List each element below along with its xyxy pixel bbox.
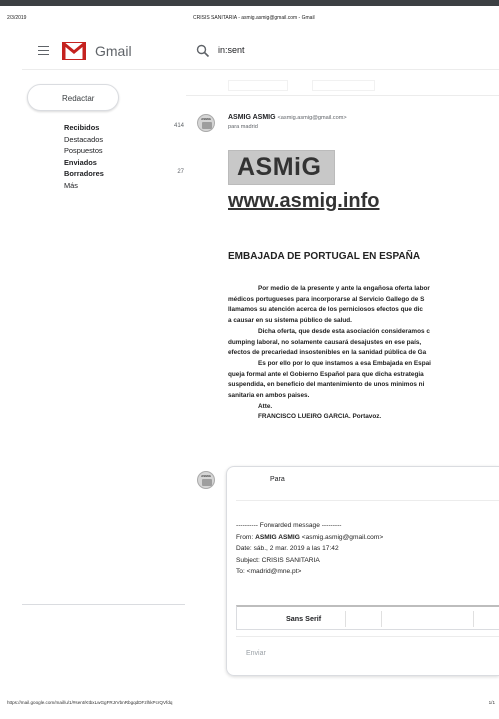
body-line: efectos de precariedad insostenibles en la sanidad pública de Ga xyxy=(228,349,427,357)
to-field-divider xyxy=(236,500,499,501)
font-family-select[interactable]: Sans Serif xyxy=(286,614,322,623)
toolbar-placeholder xyxy=(228,80,288,91)
toolbar-divider xyxy=(186,95,499,96)
body-line: a causar en su sistema público de salud. xyxy=(228,317,352,325)
print-date: 2/3/2019 xyxy=(7,15,27,21)
sidebar-item-label: Borradores xyxy=(64,169,104,179)
draft-count: 27 xyxy=(177,169,184,176)
body-line: sanitaria en ambos paises. xyxy=(228,392,310,400)
sidebar-divider xyxy=(22,604,185,605)
unread-count: 414 xyxy=(173,123,184,129)
to-field[interactable]: Para xyxy=(270,476,285,483)
send-button[interactable]: Enviar xyxy=(246,650,266,657)
body-line: llamamos su atención acerca de los perniciosos efectos que dic xyxy=(228,306,423,314)
reply-avatar: ASMiG xyxy=(197,471,215,489)
print-url: https://mail.google.com/mail/u/1/#sent/KtbxLwGgFRJrVbnRbgqdDFzlhkPcrQVfdq xyxy=(7,700,173,705)
toolbar-placeholder xyxy=(312,80,375,91)
search-input[interactable]: in:sent xyxy=(218,45,245,55)
sidebar-item-destacados[interactable] xyxy=(64,135,184,147)
recipient-line[interactable]: para madrid xyxy=(228,124,258,130)
sidebar-nav xyxy=(64,123,184,193)
body-line: Es por ello por lo que instamos a esa Embajada en Espai xyxy=(258,359,431,367)
forwarded-to: To: <madrid@mne.pt> xyxy=(236,568,302,575)
page-number: 1/1 xyxy=(488,700,495,705)
forwarded-from: From: ASMIG ASMIG <asmig.asmig@gmail.com> xyxy=(236,533,384,541)
sender-name: ASMIG ASMIG xyxy=(228,114,276,121)
forwarded-message[interactable] xyxy=(236,520,383,578)
print-footer xyxy=(7,700,499,705)
sidebar-item-pospuestos[interactable] xyxy=(64,146,184,158)
sidebar-item-label: Pospuestos xyxy=(64,146,103,156)
body-line: FRANCISCO LUEIRO GARCIA. Portavoz. xyxy=(258,413,382,421)
asmig-logo: ASMiG xyxy=(228,150,335,185)
body-line: Atte. xyxy=(258,402,273,410)
body-line: Por medio de la presente y ante la engañosa oferta labor xyxy=(258,285,430,292)
forwarded-from-name: ASMIG ASMIG xyxy=(255,533,300,541)
sidebar-item-label: Destacados xyxy=(64,134,104,144)
sender-avatar[interactable]: ASMiG xyxy=(197,114,215,132)
forwarded-subject: Subject: CRISIS SANITARIA xyxy=(236,556,320,564)
search-icon[interactable] xyxy=(196,44,210,58)
sidebar-item-borradores[interactable] xyxy=(64,169,184,181)
print-title: CRISIS SANITARIA - asmig.asmig@gmail.com - Gmail xyxy=(193,15,315,21)
print-top-bar xyxy=(0,0,499,6)
message-body xyxy=(228,284,499,423)
body-line: dumping laboral, no solamente causará desajustes en ese país, xyxy=(228,338,422,346)
formatting-toolbar xyxy=(236,605,499,630)
body-line: médicos portugueses para incorporarse al Servicio Gallego de S xyxy=(228,295,425,303)
sender-email: <asmig.asmig@gmail.com> xyxy=(277,115,347,121)
message-heading: EMBAJADA DE PORTUGAL EN ESPAÑA xyxy=(228,251,421,262)
body-line: queja formal ante el Gobierno Español para que dicha estrategia xyxy=(228,370,424,378)
sidebar-item-enviados[interactable] xyxy=(64,158,184,170)
gmail-logo-icon[interactable] xyxy=(62,42,86,60)
body-line: suspendida, en beneficio del mantenimiento de unos minimos ni xyxy=(228,381,425,389)
sidebar-item-mas[interactable] xyxy=(64,181,184,193)
sidebar-item-label: Enviados xyxy=(64,157,97,167)
sidebar-item-label: Recibidos xyxy=(64,123,100,132)
app-header xyxy=(22,34,499,70)
forwarded-to-email-link[interactable]: madrid@mne.pt xyxy=(250,568,298,575)
asmig-website-link[interactable]: www.asmig.info xyxy=(228,190,380,212)
sender-line xyxy=(228,114,347,121)
compose-button[interactable]: Redactar xyxy=(27,84,119,111)
sidebar-item-label: Más xyxy=(64,180,78,190)
gmail-app-name: Gmail xyxy=(95,43,132,59)
forwarded-date: Date: sáb., 2 mar. 2019 a las 17:42 xyxy=(236,545,339,552)
forwarded-header: ---------- Forwarded message --------- xyxy=(236,522,342,529)
forwarded-from-email-link[interactable]: asmig.asmig@gmail.com xyxy=(305,533,380,541)
hamburger-menu-icon[interactable] xyxy=(38,46,49,55)
sidebar-item-recibidos[interactable] xyxy=(64,123,184,135)
send-area xyxy=(236,636,499,672)
body-line: Dicha oferta, que desde esta asociación consideramos c xyxy=(258,327,430,335)
